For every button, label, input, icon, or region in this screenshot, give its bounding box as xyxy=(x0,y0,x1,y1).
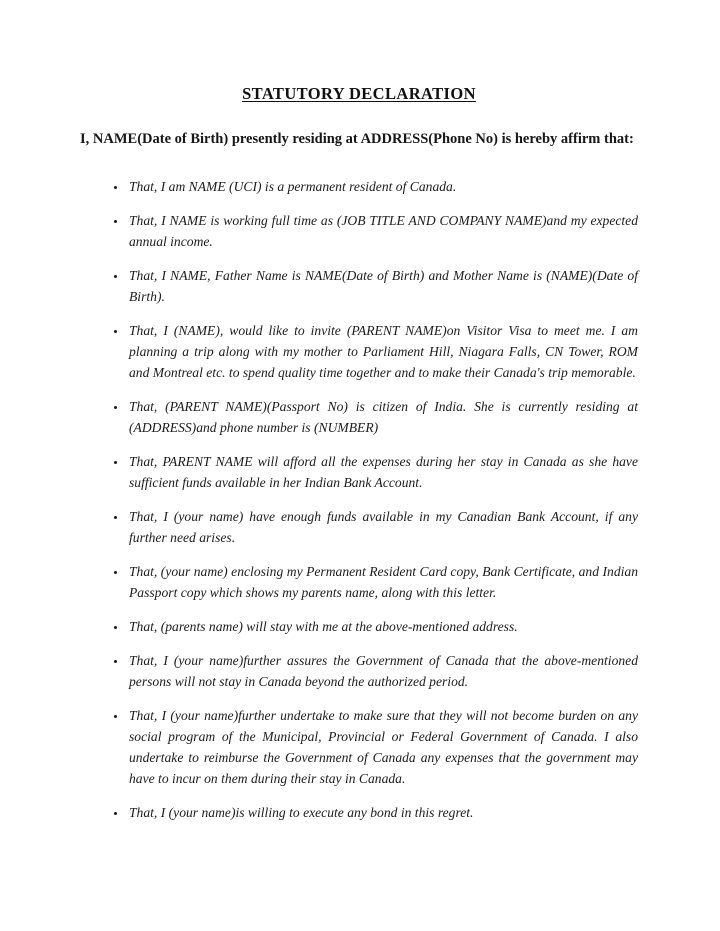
declaration-item-5: • That, (PARENT NAME)(Passport No) is citizen of India. She is currently residing at (ADDRESS)and phone number is (NUMBER) xyxy=(127,396,638,438)
document-title: STATUTORY DECLARATION xyxy=(242,84,476,103)
intro-paragraph: I, NAME(Date of Birth) presently residing at ADDRESS(Phone No) is hereby affirm that: xyxy=(80,131,634,147)
declaration-item-6: • That, PARENT NAME will afford all the expenses during her stay in Canada as she have sufficient funds available in her Indian Bank Account. xyxy=(127,451,638,493)
declaration-item-11: • That, I (your name)further undertake to make sure that they will not become burden on any social program of the Municipal, Provincial or Federal Government of Canada. I also undertake to reimburse the Government of Canada any expenses that the government may have to incur on them during their stay in Canada. xyxy=(127,705,638,789)
declaration-item-3: • That, I NAME, Father Name is NAME(Date of Birth) and Mother Name is (NAME)(Date of Birth). xyxy=(127,265,638,307)
declaration-item-7: • That, I (your name) have enough funds available in my Canadian Bank Account, if any further need arises. xyxy=(127,506,638,548)
declaration-item-10: • That, I (your name)further assures the Government of Canada that the above-mentioned persons will not stay in Canada beyond the authorized period. xyxy=(127,650,638,692)
declaration-item-12: • That, I (your name)is willing to execute any bond in this regret. xyxy=(127,802,638,823)
declaration-item-2: • That, I NAME is working full time as (JOB TITLE AND COMPANY NAME)and my expected annual income. xyxy=(127,210,638,252)
declaration-list xyxy=(80,176,638,823)
declaration-item-1: • That, I am NAME (UCI) is a permanent resident of Canada. xyxy=(127,176,638,197)
declaration-item-4: • That, I (NAME), would like to invite (PARENT NAME)on Visitor Visa to meet me. I am planning a trip along with my mother to Parliament Hill, Niagara Falls, CN Tower, ROM and Montreal etc. to spend quality time together and to make their Canada's trip memorable. xyxy=(127,320,638,383)
declaration-item-9: • That, (parents name) will stay with me at the above-mentioned address. xyxy=(127,616,638,637)
declaration-item-8: • That, (your name) enclosing my Permanent Resident Card copy, Bank Certificate, and Indian Passport copy which shows my parents name, along with this letter. xyxy=(127,561,638,603)
